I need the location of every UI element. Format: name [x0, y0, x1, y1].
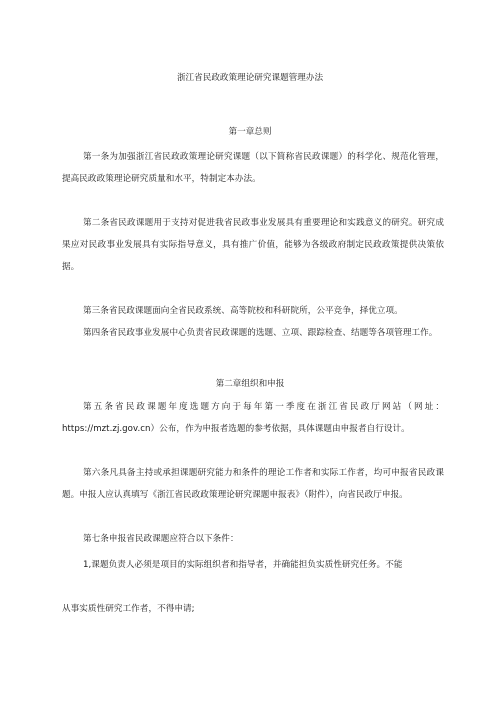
- article-3: 第三条省民政课题面向全省民政系统、高等院校和科研院所，公平竞争，择优立项。: [83, 306, 403, 316]
- article-1: 第一条为加强浙江省民政政策理论研究课题（以下简称省民政课题）的科学化、规范化管理，提高民政政策理论研究质量和水平，特制定本办法。: [62, 152, 444, 184]
- article-5: 第五条省民政课题年度选题方向于每年第一季度在浙江省民政厅网站（网址：https://mzt.zj.gov.cn）公布，作为申报者选题的参考依据，具体课题由申报者自行设计。: [62, 402, 444, 434]
- article-7: 第七条申报省民政课题应符合以下条件：: [83, 534, 239, 544]
- chapter-1-heading: 第一章总则: [228, 127, 272, 137]
- article-2: 第二条省民政课题用于支持对促进我省民政事业发展具有重要理论和实践意义的研究。研究成果应对民政事业发展具有实际指导意义，具有推广价值，能够为各级政府制定民政政策提供决策依据。: [62, 218, 444, 272]
- article-7-item-1-line-2: 从事实质性研究工作者，不得申请;: [62, 604, 195, 614]
- article-4: 第四条省民政事业发展中心负责省民政课题的选题、立项、跟踪检查、结题等各项管理工作。: [83, 328, 438, 338]
- chapter-2-heading: 第二章组织和申报: [215, 379, 285, 389]
- document-title: 浙江省民政政策理论研究课题管理办法: [176, 73, 324, 83]
- article-6: 第六条凡具备主持或承担课题研究能力和条件的理论工作者和实际工作者，均可申报省民政课题。申报人应认真填写《浙江省民政政策理论研究课题申报表》（附件），向省民政厅申报。: [62, 468, 444, 500]
- article-7-item-1-line-1: 1,课题负责人必须是项目的实际组织者和指导者，并确能担负实质性研究任务。不能: [83, 560, 403, 570]
